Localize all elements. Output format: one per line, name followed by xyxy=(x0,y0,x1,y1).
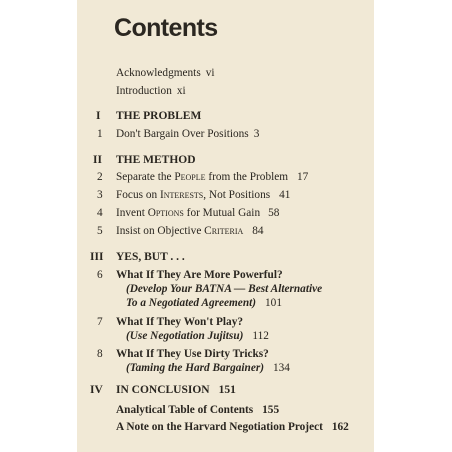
chapter-subtitle: (Use Negotiation Jujitsu) xyxy=(126,330,244,342)
chapter-number: 2 xyxy=(97,171,103,183)
entry-page: 101 xyxy=(265,297,282,309)
entry-page: 41 xyxy=(279,189,291,201)
entry-page: 84 xyxy=(252,225,264,237)
toc-entry-analytical-contents xyxy=(116,403,279,417)
entry-label-smallcaps: People xyxy=(174,171,206,183)
entry-page: 155 xyxy=(262,404,280,416)
entry-label-smallcaps: Options xyxy=(147,207,184,219)
chapter-subtitle-line xyxy=(126,361,290,375)
toc-entry-chapter-7: What If They Won't Play? xyxy=(116,316,244,328)
chapter-subtitle: (Taming the Hard Bargainer) xyxy=(126,362,264,374)
entry-page: xi xyxy=(176,85,186,97)
entry-page: 17 xyxy=(297,171,309,183)
chapter-number: 7 xyxy=(97,316,103,328)
toc-entry-introduction xyxy=(116,84,186,98)
page-title: Contents xyxy=(114,14,218,42)
entry-label-smallcaps: Interests xyxy=(159,189,204,201)
entry-label-part: Invent xyxy=(116,207,148,219)
toc-entry-harvard-note xyxy=(116,420,349,434)
part-numeral: II xyxy=(93,154,102,166)
chapter-subtitle: (Develop Your BATNA — Best Alternative xyxy=(126,283,323,295)
entry-label-part: for Mutual Gain xyxy=(183,207,261,219)
chapter-number: 6 xyxy=(97,269,103,281)
part-heading: YES, BUT . . . xyxy=(116,251,185,263)
entry-label: Introduction xyxy=(116,85,172,97)
chapter-number: 5 xyxy=(97,225,103,237)
part-heading xyxy=(116,383,236,397)
part-numeral: IV xyxy=(90,384,103,396)
entry-label-part: , Not Positions xyxy=(203,189,271,201)
entry-page: 151 xyxy=(218,384,236,396)
entry-label-part: Focus on xyxy=(116,189,160,201)
toc-entry-chapter-1 xyxy=(116,127,259,141)
chapter-number: 3 xyxy=(97,189,103,201)
chapter-number: 8 xyxy=(97,348,103,360)
toc-entry-chapter-4 xyxy=(116,206,279,220)
entry-label-part: Insist on Objective xyxy=(116,225,205,237)
toc-entry-chapter-3 xyxy=(116,188,290,202)
part-numeral: I xyxy=(96,110,101,122)
entry-page: 162 xyxy=(331,421,349,433)
entry-page: 112 xyxy=(252,330,269,342)
entry-label: Acknowledgments xyxy=(116,67,201,79)
entry-label: A Note on the Harvard Negotiation Project xyxy=(116,421,323,433)
entry-label-smallcaps: Criteria xyxy=(204,225,244,237)
part-heading-label: IN CONCLUSION xyxy=(116,384,210,396)
entry-label-part: Separate the xyxy=(116,171,175,183)
entry-label: Don't Bargain Over Positions xyxy=(116,128,249,140)
part-heading: THE METHOD xyxy=(116,154,196,166)
chapter-subtitle: To a Negotiated Agreement) xyxy=(126,297,257,309)
toc-entry-acknowledgments xyxy=(116,66,215,80)
chapter-subtitle-line xyxy=(126,296,282,310)
chapter-number: 4 xyxy=(97,207,103,219)
entry-label: Analytical Table of Contents xyxy=(116,404,254,416)
entry-page: 3 xyxy=(253,128,260,140)
toc-entry-chapter-6: What If They Are More Powerful? xyxy=(116,269,283,281)
entry-page: vi xyxy=(205,67,215,79)
toc-entry-chapter-2 xyxy=(116,170,308,184)
chapter-number: 1 xyxy=(97,128,103,140)
entry-label-part: from the Problem xyxy=(205,171,289,183)
entry-page: 134 xyxy=(273,362,290,374)
toc-entry-chapter-5 xyxy=(116,224,264,238)
part-numeral: III xyxy=(90,251,104,263)
entry-page: 58 xyxy=(268,207,280,219)
toc-entry-chapter-8: What If They Use Dirty Tricks? xyxy=(116,348,269,360)
chapter-subtitle-line xyxy=(126,329,269,343)
part-heading: THE PROBLEM xyxy=(116,110,202,122)
